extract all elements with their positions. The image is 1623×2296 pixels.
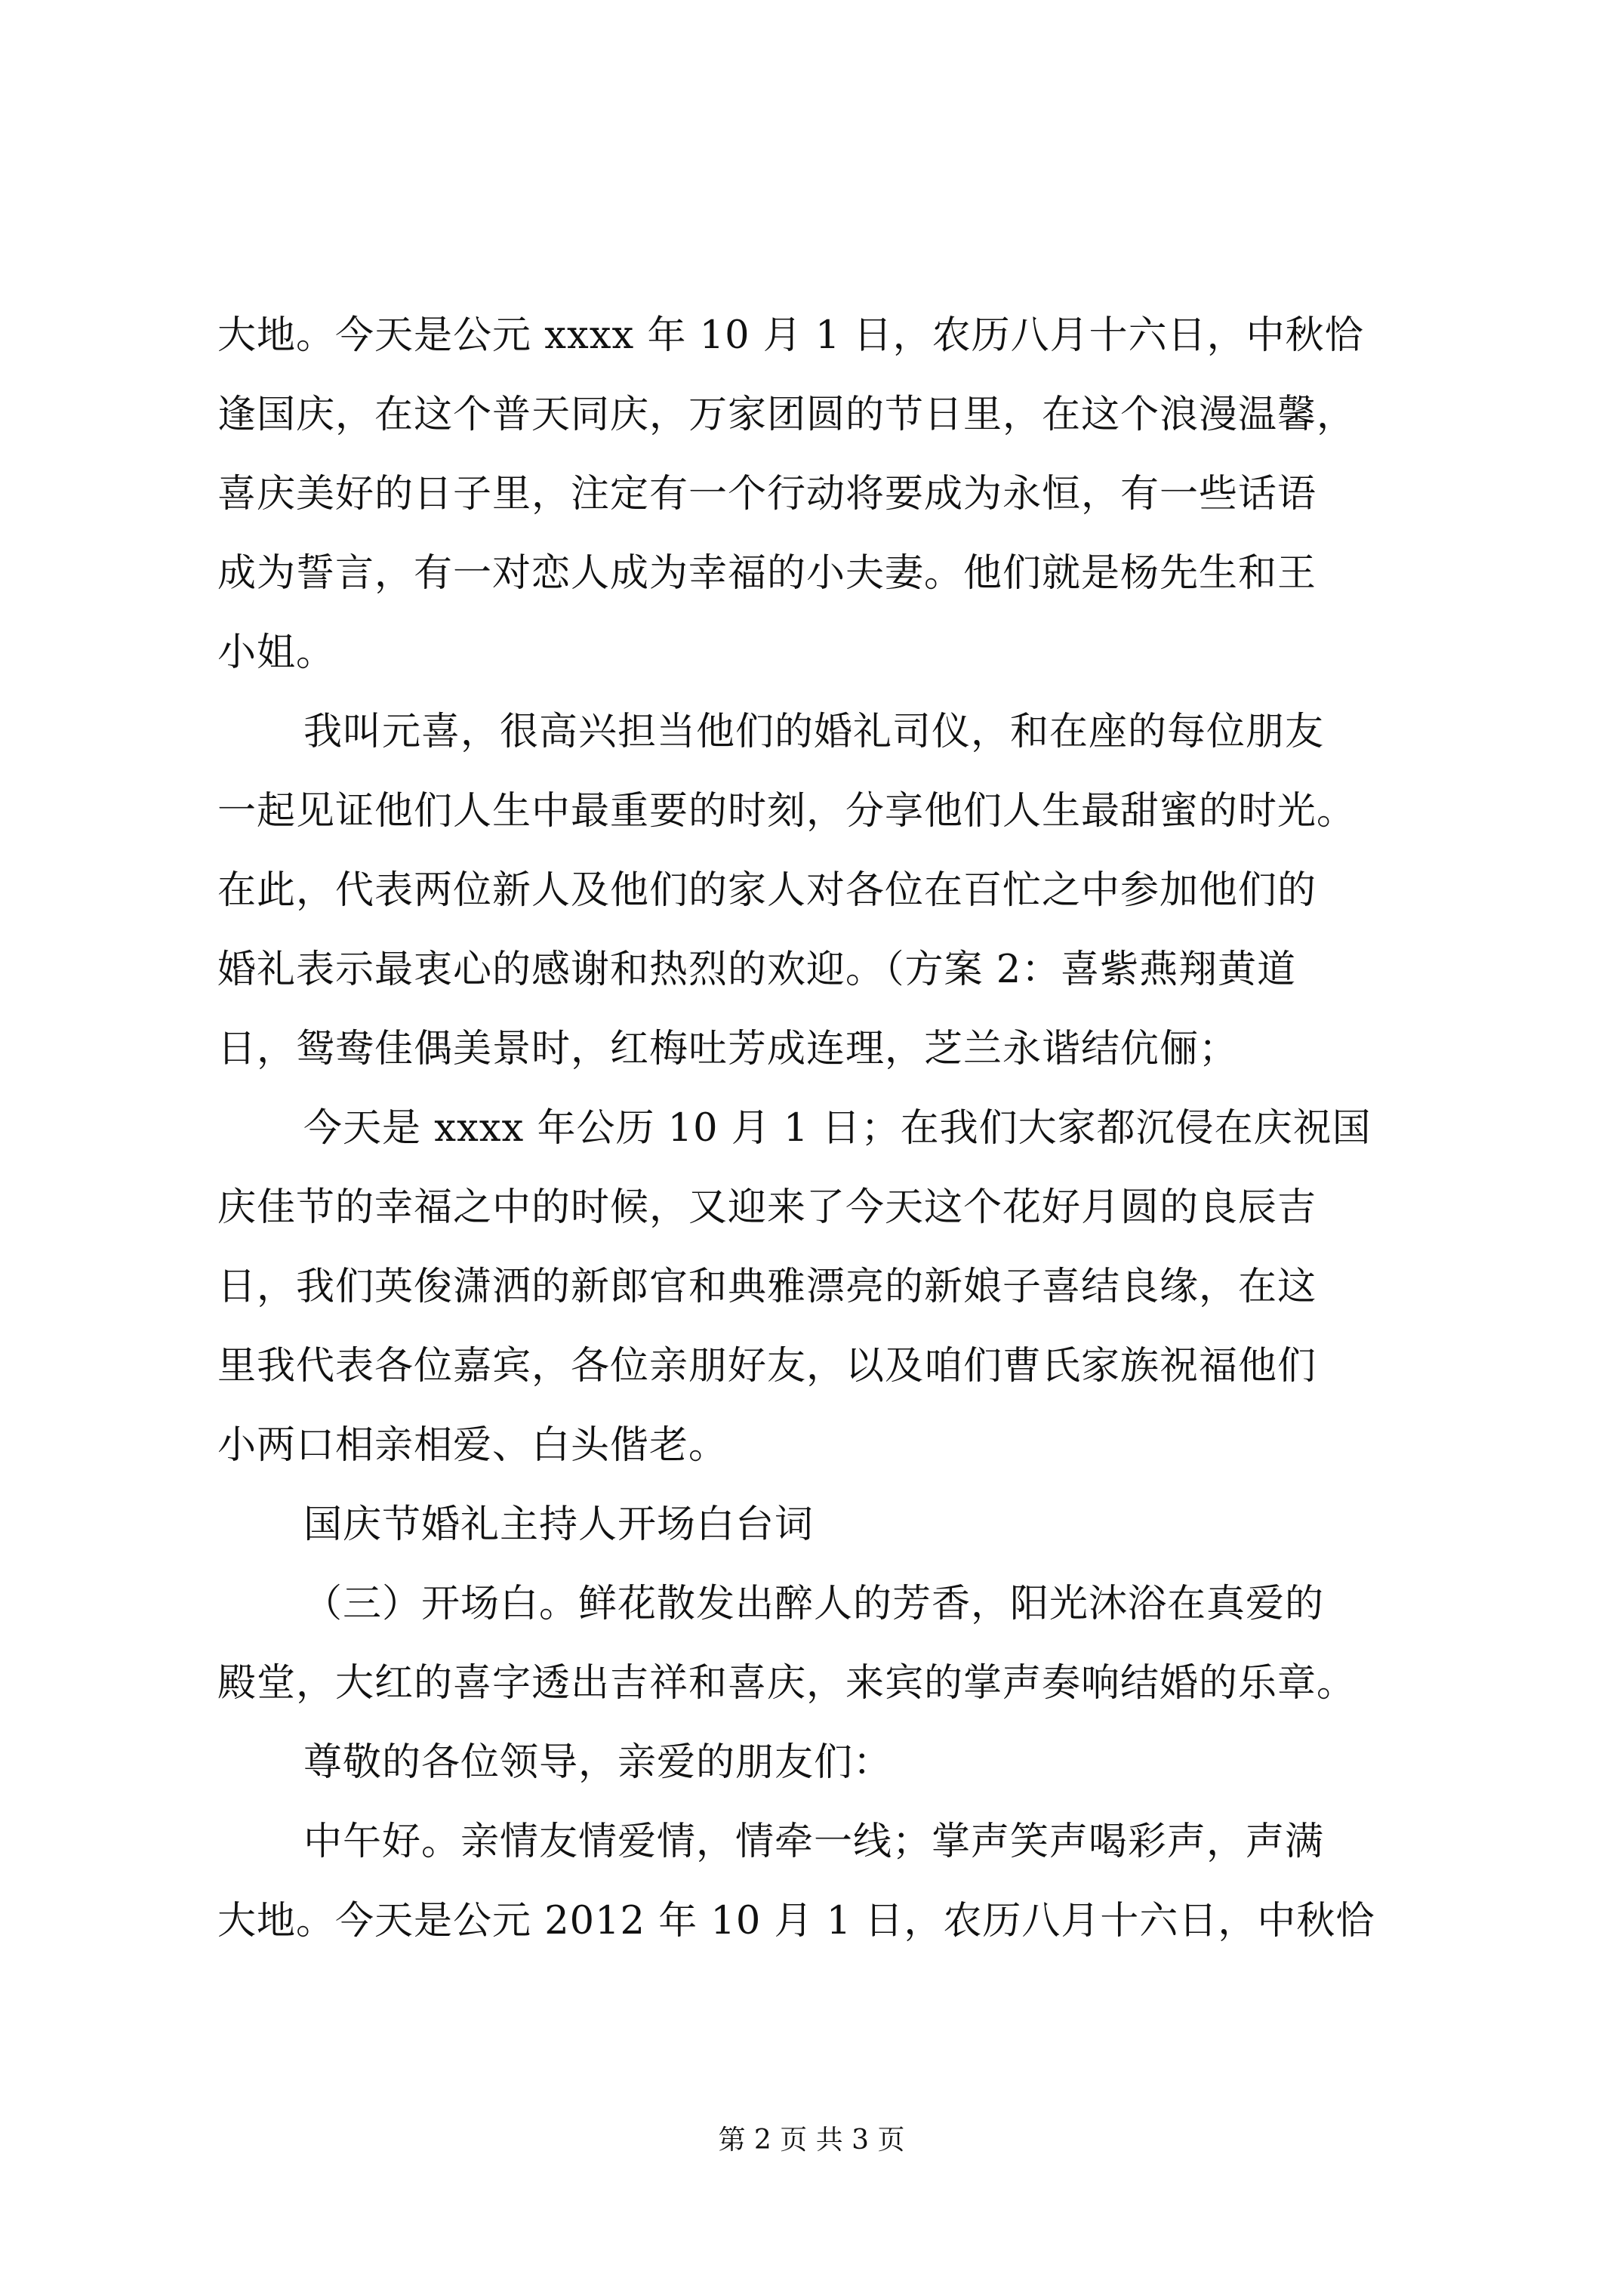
text-line: 殿堂，大红的喜字透出吉祥和喜庆，来宾的掌声奏响结婚的乐章。 — [217, 1661, 1357, 1706]
text-line: （三）开场白。鲜花散发出醉人的芳香，阳光沐浴在真爱的 — [303, 1582, 1325, 1626]
text-line: 今天是 xxxx 年公历 10 月 1 日；在我们大家都沉侵在庆祝国 — [303, 1106, 1372, 1151]
text-line: 日，鸳鸯佳偶美景时，红梅吐芳成连理，芝兰永谐结伉俪； — [217, 1027, 1239, 1071]
text-line: 小姐。 — [217, 630, 336, 675]
text-line: 成为誓言，有一对恋人成为幸福的小夫妻。他们就是杨先生和王 — [217, 551, 1317, 596]
text-line: 中午好。亲情友情爱情，情牵一线；掌声笑声喝彩声，声满 — [303, 1820, 1325, 1864]
text-line: 大地。今天是公元 2012 年 10 月 1 日，农历八月十六日，中秋恰 — [217, 1899, 1375, 1943]
text-line: 小两口相亲相爱、白头偕老。 — [217, 1423, 728, 1468]
text-line: 我叫元喜，很高兴担当他们的婚礼司仪，和在座的每位朋友 — [303, 710, 1325, 754]
text-line: 大地。今天是公元 xxxx 年 10 月 1 日，农历八月十六日，中秋恰 — [217, 313, 1364, 358]
page-footer: 第 2 页 共 3 页 — [718, 2125, 905, 2156]
text-line: 庆佳节的幸福之中的时候，又迎来了今天这个花好月圆的良辰吉 — [217, 1185, 1317, 1230]
text-line: 喜庆美好的日子里，注定有一个行动将要成为永恒，有一些话语 — [217, 472, 1317, 516]
text-line: 逢国庆，在这个普天同庆，万家团圆的节日里，在这个浪漫温馨， — [217, 393, 1357, 437]
text-line: 在此，代表两位新人及他们的家人对各位在百忙之中参加他们的 — [217, 868, 1317, 913]
text-line: 日，我们英俊潇洒的新郎官和典雅漂亮的新娘子喜结良缘，在这 — [217, 1265, 1317, 1309]
text-line: 尊敬的各位领导，亲爱的朋友们： — [303, 1740, 893, 1785]
text-line: 一起见证他们人生中最重要的时刻，分享他们人生最甜蜜的时光。 — [217, 789, 1357, 834]
document-body — [217, 296, 1418, 1961]
section-heading: 国庆节婚礼主持人开场白台词 — [303, 1502, 815, 1547]
text-line: 婚礼表示最衷心的感谢和热烈的欢迎。（方案 2：喜紫燕翔黄道 — [217, 948, 1297, 992]
text-line: 里我代表各位嘉宾，各位亲朋好友，以及咱们曹氏家族祝福他们 — [217, 1344, 1317, 1388]
